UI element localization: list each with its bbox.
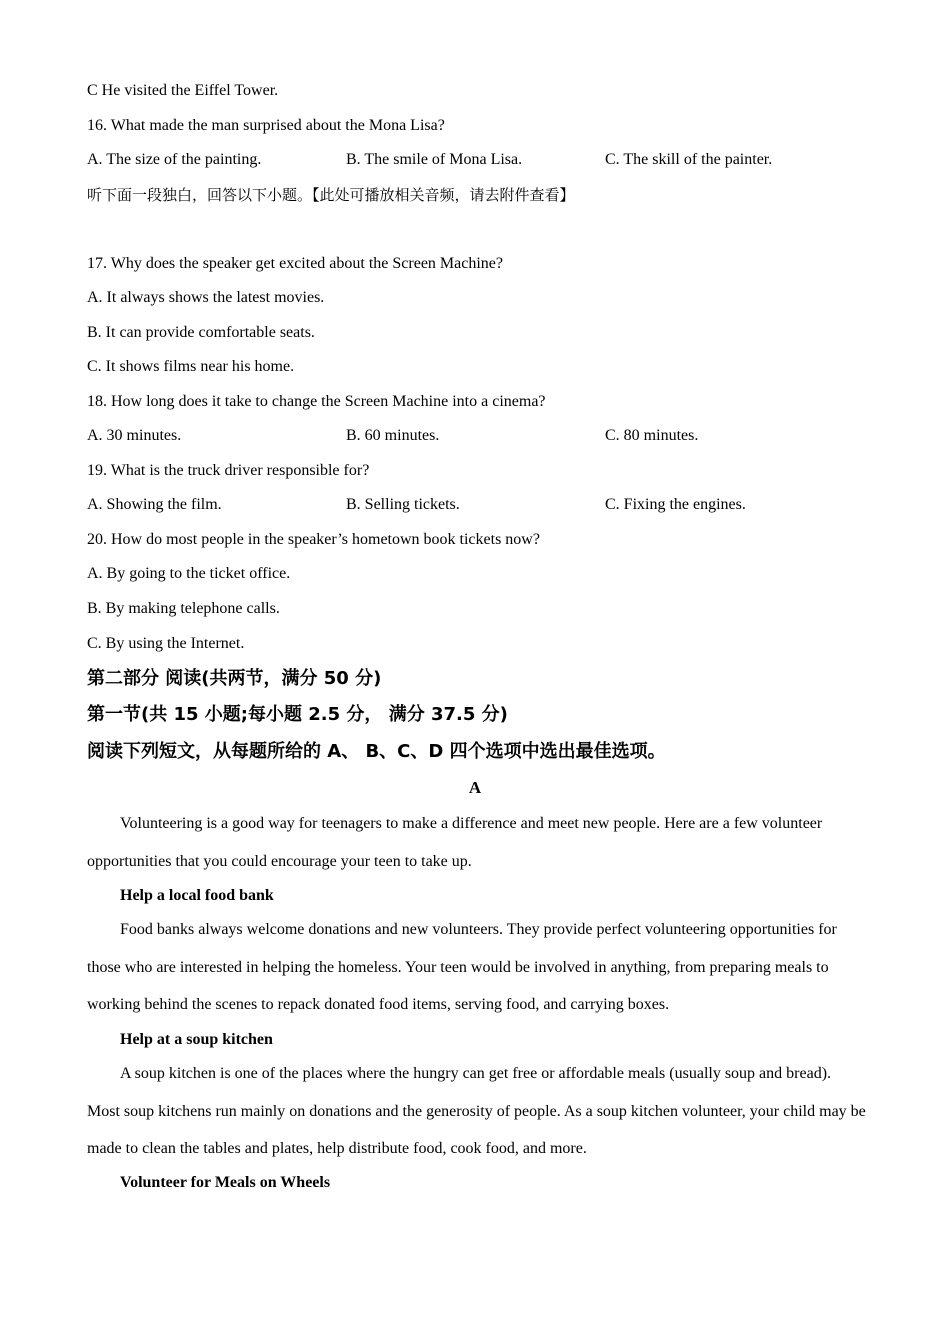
- paragraph-food-bank: [87, 911, 867, 1024]
- question-19: 19. What is the truck driver responsible for?: [87, 462, 370, 479]
- q18-option-a: A. 30 minutes.: [87, 427, 182, 444]
- q16-option-c: C. The skill of the painter.: [605, 151, 773, 168]
- subheading-food-bank: Help a local food bank: [120, 887, 274, 904]
- section1-heading: 第一节(共 15 小题;每小题 2.5 分， 满分 37.5 分): [87, 704, 508, 725]
- q20-option-a: A. By going to the ticket office.: [87, 565, 291, 582]
- q16-option-a: A. The size of the painting.: [87, 151, 262, 168]
- question-16: 16. What made the man surprised about the Mona Lisa?: [87, 117, 445, 134]
- q19-option-b: B. Selling tickets.: [346, 496, 460, 513]
- paragraph-soup-kitchen-text: A soup kitchen is one of the places where the hungry can get free or affordable meals (usually soup and bread). Most soup kitchens run mainly on donations and the generosity of people. As a soup kitchen volunteer, your child may be made to clean the tables and plates, help distribute food, cook food, and more.: [87, 1065, 866, 1157]
- q15-option-c: C He visited the Eiffel Tower.: [87, 82, 279, 99]
- q18-option-c: C. 80 minutes.: [605, 427, 699, 444]
- q19-option-a: A. Showing the film.: [87, 496, 222, 513]
- passage-intro: [87, 805, 867, 880]
- reading-instruction: 阅读下列短文，从每题所给的 A、 B、C、D 四个选项中选出最佳选项。: [87, 741, 666, 762]
- question-18: 18. How long does it take to change the Screen Machine into a cinema?: [87, 393, 546, 410]
- q18-option-b: B. 60 minutes.: [346, 427, 440, 444]
- q17-option-b: B. It can provide comfortable seats.: [87, 324, 315, 341]
- paragraph-soup-kitchen: [87, 1055, 867, 1168]
- paragraph-food-bank-text: Food banks always welcome donations and new volunteers. They provide perfect volunteering opportunities for those who are interested in helping the homeless. Your teen would be involved in anything, from preparing meals to working behind the scenes to repack donated food items, serving food, and carrying boxes.: [87, 921, 837, 1013]
- passage-label: A: [468, 778, 482, 797]
- question-20: 20. How do most people in the speaker’s hometown book tickets now?: [87, 531, 540, 548]
- q17-option-a: A. It always shows the latest movies.: [87, 289, 325, 306]
- q20-option-c: C. By using the Internet.: [87, 635, 245, 652]
- subheading-soup-kitchen: Help at a soup kitchen: [120, 1031, 273, 1048]
- q20-option-b: B. By making telephone calls.: [87, 600, 280, 617]
- listening-instruction: 听下面一段独白，回答以下小题。【此处可播放相关音频，请去附件查看】: [87, 186, 575, 204]
- question-17: 17. Why does the speaker get excited about the Screen Machine?: [87, 255, 503, 272]
- subheading-meals-on-wheels: Volunteer for Meals on Wheels: [120, 1174, 331, 1191]
- passage-intro-text: Volunteering is a good way for teenagers to make a difference and meet new people. Here are a few volunteer opportunities that you could encourage your teen to take up.: [87, 815, 823, 870]
- q16-option-b: B. The smile of Mona Lisa.: [346, 151, 523, 168]
- q17-option-c: C. It shows films near his home.: [87, 358, 295, 375]
- part2-heading: 第二部分 阅读(共两节，满分 50 分): [87, 668, 382, 689]
- q19-option-c: C. Fixing the engines.: [605, 496, 746, 513]
